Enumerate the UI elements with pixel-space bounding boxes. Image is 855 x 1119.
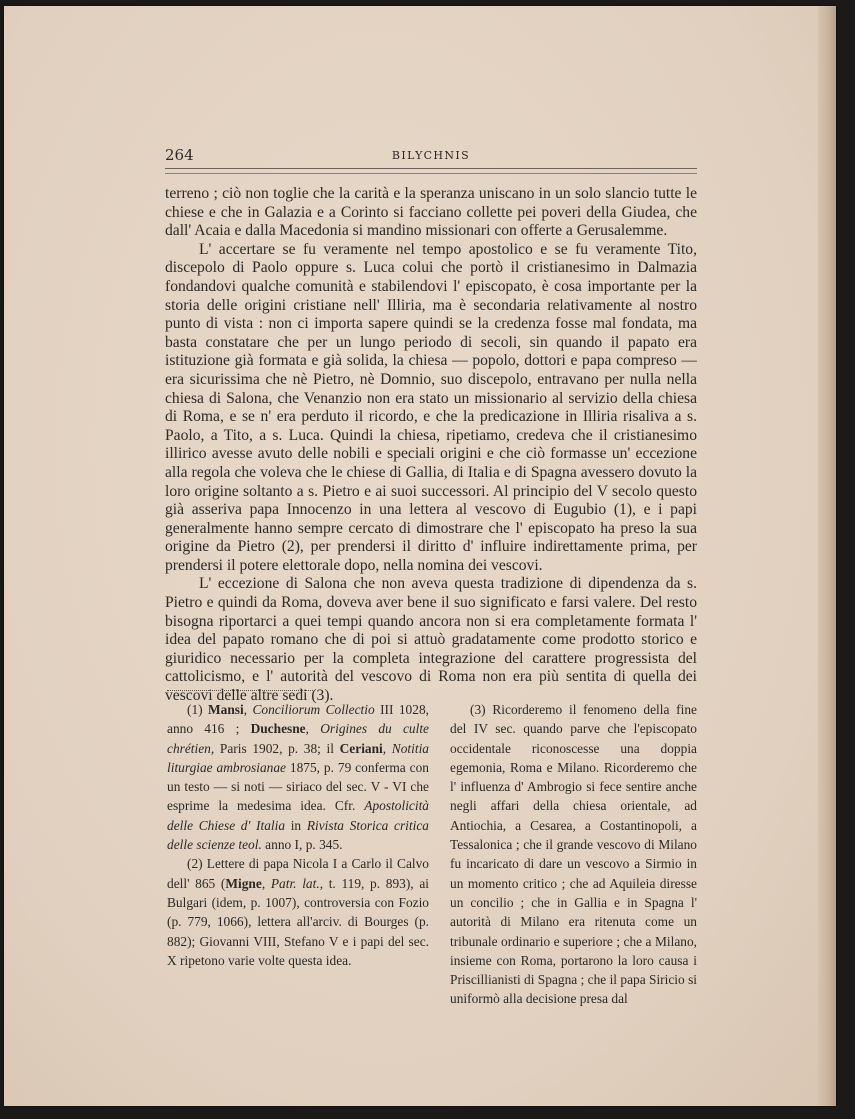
footnote-text: Paris 1902, p. 38; il [214, 740, 340, 756]
author-name: Duchesne [250, 721, 306, 737]
footnote-1 [167, 700, 429, 854]
work-title: Conciliorum Collectio [252, 702, 375, 717]
header-rule [165, 168, 697, 174]
footnotes-left-column [167, 700, 429, 970]
running-header [165, 146, 697, 168]
work-title: Origines du culte chrétien, [167, 721, 429, 756]
paragraph: L' accertare se fu veramente nel tempo apostolico e se fu veramente Tito, discepolo di Paolo oppure s. Luca colui che portò il cristianesimo in Dalmazia fondandovi qualche comunità e stabilendovi l' episcopato, è cosa importante per la storia delle origini cristiane nell' Illiria, ma è secondaria relativamente al nostro punto di vista : non ci importa sapere quindi se la credenza fosse mal fondata, ma basta constatare che per un lungo periodo di secoli, sin quando il papato era istituzione già formata e già solida, la chiesa — popolo, dottori e papa compreso — era sicurissima che nè Pietro, nè Domnio, suo discepolo, entravano per nulla nella chiesa di Salona, che Venanzio non era stato un missionario al servizio della chiesa di Roma, e se n' era perduto il ricordo, e che la predicazione in Illiria risaliva a s. Paolo, a Tito, a s. Luca. Quindi la chiesa, ripetiamo, credeva che il cristianesimo illirico avesse avuto delle nobili e speciali origini e che ciò formasse un' eccezione alla regola che voleva che le chiese di Gallia, di Italia e di Spagna avessero dovuto la loro origine soltanto a s. Pietro e ai suoi successori. Al principio del V secolo questo già asseriva papa Innocenzo in una lettera al vescovo di Eugubio (1), e i papi generalmente hanno sempre cercato di dimostrare che l' episcopato ha preso la sua origine da Pietro (2), per prendersi il diritto d' influire indirettamente prima, per prendersi il potere elettorale dopo, nella nomina dei vescovi. [165, 240, 697, 574]
author-name: Ceriani [339, 740, 383, 756]
author-name: Mansi [208, 702, 244, 717]
work-title: Rivista Storica critica delle scienze teol. [167, 817, 429, 853]
page-number: 264 [165, 146, 194, 164]
footnotes-right-column [450, 700, 697, 1009]
paragraph: terreno ; ciò non toglie che la carità e la speranza uniscano in un solo slancio tutte le chiese e che in Galazia e a Corinto si facciano collette pei poveri della Giudea, che dall' Acaia e dalla Macedonia si mandino missionari con offerte a Gerusalemme. [165, 185, 697, 240]
author-name: Migne [225, 875, 262, 891]
footnote-text: (1) [187, 702, 209, 717]
footnote-text: , [243, 702, 253, 717]
work-title: Notitia liturgiae ambrosianae [167, 740, 429, 775]
footnote-text: , t. 119, p. 893), ai Bulgari (idem, p. 1007), controversia con Fozio (p. 779, 1066), lettera all'arciv. di Bourges (p. 882); Giovanni VIII, Stefano V e i papi del sec. X ripetono varie volte questa idea. [167, 875, 429, 968]
footnote-text: III 1028, anno 416 ; [167, 702, 429, 737]
page-edge [818, 6, 836, 1106]
work-title: Apostolicità delle Chiese d' Italia [167, 798, 429, 833]
footnote-text: anno I, p. 345. [261, 837, 343, 853]
footnote-2 [167, 854, 429, 970]
footnote-separator [167, 690, 315, 691]
footnote-3: (3) Ricorderemo il fenomeno della fine del IV sec. quando parve che l'episcopato occidentale riconoscesse una doppia egemonia, Roma e Milano. Ricorderemo che l' influenza d' Ambrogio si fece sentire anche negli affari della chiesa orientale, ad Antiochia, a Cesarea, a Costantinopoli, a Tessalonica ; che il grande vescovo di Milano fu incaricato di dare un vescovo a Sirmio in un momento critico ; che ad Aquileia diresse un concilio ; che in Gallia e in Spagna l' autorità di Milano era ritenuta come un tribunale ordinario e superiore ; che a Milano, insieme con Roma, portarono la loro causa i Priscillianisti di Spagna ; che il papa Siricio si uniformò alla decisione presa dal [450, 702, 697, 1007]
footnote-text: (2) Lettere di papa Nicola I a Carlo il Calvo dell' 865 ( [167, 856, 429, 891]
paragraph: L' eccezione di Salona che non aveva questa tradizione di dipendenza da s. Pietro e quindi da Roma, doveva aver bene il suo significato e farsi valere. Del resto bisogna riportarci a quei tempi quando ancora non si era completamente formata l' idea del papato romano che di poi si attuò gradatamente come prodotto storico e giuridico necessario per la completa integrazione del carattere progressista del cattolicismo, e l' autorità del vescovo di Roma non era più sentita di quella dei vescovi delle altre sedi (3). [165, 575, 697, 705]
running-title: BILYCHNIS [391, 149, 471, 162]
footnote-text: , [382, 740, 392, 756]
footnote-text: , [261, 875, 271, 891]
footnote-text: in [285, 817, 307, 833]
footnote-text: , [305, 721, 321, 737]
main-text [165, 185, 697, 706]
footnote-text: 1875, p. 79 conferma con un testo — si noti — siriaco del sec. V - VI che esprime la medesima idea. Cfr. [167, 759, 429, 814]
work-title: Patr. lat. [270, 875, 320, 891]
